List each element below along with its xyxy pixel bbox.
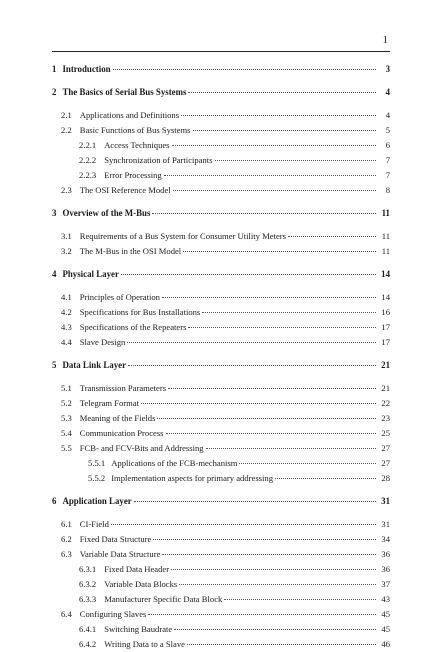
toc-entry-number: 5.4 [61,428,72,438]
toc-section-entry[interactable] [52,305,390,320]
toc-entry-title: The Basics of Serial Bus Systems [62,87,187,97]
toc-gap [52,282,390,290]
toc-entry-number: 6.3.2 [79,579,97,589]
toc-entry-page: 11 [381,231,390,241]
toc-entry-title: The OSI Reference Model [79,185,171,195]
toc-entry-title: Telegram Format [79,398,140,408]
toc-entry-title: Fixed Data Header [104,564,170,574]
toc-entry-page: 5 [385,125,390,135]
table-of-contents [52,62,390,652]
dot-leader [164,175,376,176]
toc-entry-title: Access Techniques [104,140,170,150]
dot-leader [152,213,376,214]
toc-entry-page: 36 [381,549,390,559]
toc-chapter-entry[interactable] [52,62,390,77]
toc-entry-title: Basic Functions of Bus Systems [79,125,191,135]
toc-entry-number: 5.2 [61,398,72,408]
toc-entry-title: CI-Field [79,519,109,529]
toc-entry-title: Variable Data Blocks [104,579,178,589]
toc-section-entry[interactable] [52,547,390,562]
toc-section-entry[interactable] [52,592,390,607]
toc-entry-number: 5.1 [61,383,72,393]
toc-entry-page: 17 [381,337,390,347]
toc-entry-title: Specifications for Bus Installations [79,307,201,317]
toc-gap [52,100,390,108]
dot-leader [141,403,376,404]
toc-entry-title: Introduction [62,64,111,74]
toc-entry-page: 21 [381,360,390,370]
toc-entry-number: 5.5 [61,443,72,453]
toc-entry-title: Implementation aspects for primary addressing [111,473,273,483]
toc-entry-number: 6.3.3 [79,594,97,604]
toc-section-entry[interactable] [52,441,390,456]
toc-entry-title: Synchronization of Participants [104,155,213,165]
toc-chapter-entry[interactable] [52,358,390,373]
dot-leader [179,584,376,585]
toc-section-entry[interactable] [52,577,390,592]
toc-entry-title: Data Link Layer [62,360,127,370]
toc-entry-page: 3 [385,64,390,74]
toc-entry-number: 2 [52,87,57,97]
dot-leader [206,448,376,449]
dot-leader [127,342,376,343]
toc-section-entry[interactable] [52,381,390,396]
toc-entry-page: 22 [381,398,390,408]
toc-entry-title: Meaning of the Fields [79,413,156,423]
toc-entry-title: FCB- and FCV-Bits and Addressing [79,443,204,453]
toc-entry-page: 8 [385,185,390,195]
toc-chapter-entry[interactable] [52,206,390,221]
toc-entry-title: Slave Design [79,337,126,347]
toc-entry-page: 31 [381,519,390,529]
toc-entry-title: Transmission Parameters [79,383,167,393]
toc-entry-number: 1 [52,64,57,74]
dot-leader [183,251,376,252]
toc-entry-page: 27 [381,458,390,468]
toc-entry-title: Specifications of the Repeaters [79,322,187,332]
toc-gap [52,198,390,206]
toc-entry-number: 2.3 [61,185,72,195]
toc-section-entry[interactable] [52,320,390,335]
toc-entry-number: 5.5.2 [88,473,106,483]
dot-leader [188,327,376,328]
toc-entry-number: 6.4.2 [79,639,97,649]
toc-entry-number: 3.2 [61,246,72,256]
toc-section-entry[interactable] [52,396,390,411]
toc-entry-number: 2.2.1 [79,140,97,150]
toc-gap [52,373,390,381]
dot-leader [288,236,376,237]
dot-leader [174,629,376,630]
dot-leader [187,644,376,645]
toc-gap [52,350,390,358]
dot-leader [162,297,376,298]
toc-chapter-entry[interactable] [52,267,390,282]
toc-entry-page: 45 [381,624,390,634]
toc-section-entry[interactable] [52,138,390,153]
dot-leader [157,418,376,419]
toc-entry-number: 6.1 [61,519,72,529]
toc-entry-title: Applications and Definitions [79,110,180,120]
toc-entry-title: Manufacturer Specific Data Block [104,594,223,604]
dot-leader [166,433,376,434]
toc-entry-page: 4 [385,110,390,120]
toc-entry-page: 7 [385,170,390,180]
toc-entry-title: Fixed Data Structure [79,534,152,544]
page-number: 1 [382,34,388,46]
toc-entry-title: Variable Data Structure [79,549,161,559]
toc-gap [52,259,390,267]
toc-entry-title: The M-Bus in the OSI Model [79,246,182,256]
toc-section-entry[interactable] [52,183,390,198]
toc-section-entry[interactable] [52,123,390,138]
toc-entry-number: 6.3.1 [79,564,97,574]
dot-leader [188,92,376,93]
toc-entry-number: 2.2 [61,125,72,135]
toc-entry-number: 6.4 [61,609,72,619]
toc-entry-number: 4.2 [61,307,72,317]
toc-entry-number: 2.2.2 [79,155,97,165]
toc-section-entry[interactable] [52,244,390,259]
toc-entry-number: 3 [52,208,57,218]
dot-leader [153,539,376,540]
dot-leader [181,115,376,116]
dot-leader [121,274,376,275]
toc-entry-title: Requirements of a Bus System for Consumer Utility Meters [79,231,286,241]
toc-section-entry[interactable] [52,456,390,471]
toc-entry-number: 6.3 [61,549,72,559]
toc-entry-number: 2.1 [61,110,72,120]
dot-leader [171,569,376,570]
toc-entry-title: Physical Layer [62,269,119,279]
toc-entry-number: 6.2 [61,534,72,544]
toc-section-entry[interactable] [52,562,390,577]
toc-entry-number: 6.4.1 [79,624,97,634]
toc-entry-title: Applications of the FCB-mechanism [111,458,238,468]
dot-leader [215,160,376,161]
toc-entry-page: 28 [381,473,390,483]
toc-section-entry[interactable] [52,622,390,637]
toc-entry-number: 3.1 [61,231,72,241]
toc-entry-number: 4.3 [61,322,72,332]
dot-leader [275,478,376,479]
dot-leader [168,388,376,389]
toc-entry-title: Error Processing [104,170,162,180]
toc-entry-page: 25 [381,428,390,438]
toc-entry-number: 6 [52,496,57,506]
toc-entry-number: 4.1 [61,292,72,302]
dot-leader [193,130,376,131]
dot-leader [172,145,376,146]
dot-leader [239,463,376,464]
toc-section-entry[interactable] [52,637,390,652]
toc-gap [52,221,390,229]
dot-leader [134,501,376,502]
toc-entry-title: Overview of the M-Bus [62,208,151,218]
toc-entry-page: 11 [381,208,390,218]
toc-entry-number: 4 [52,269,57,279]
toc-entry-number: 5.3 [61,413,72,423]
toc-entry-title: Writing Data to a Slave [104,639,185,649]
toc-entry-page: 43 [381,594,390,604]
dot-leader [128,365,376,366]
toc-entry-page: 21 [381,383,390,393]
toc-entry-page: 11 [381,246,390,256]
toc-entry-page: 6 [385,140,390,150]
toc-gap [52,486,390,494]
dot-leader [173,190,376,191]
toc-entry-number: 5.5.1 [88,458,106,468]
toc-entry-page: 46 [381,639,390,649]
toc-entry-page: 7 [385,155,390,165]
toc-section-entry[interactable] [52,532,390,547]
toc-entry-page: 36 [381,564,390,574]
toc-entry-page: 16 [381,307,390,317]
toc-entry-page: 45 [381,609,390,619]
toc-entry-number: 2.2.3 [79,170,97,180]
toc-entry-number: 5 [52,360,57,370]
toc-entry-page: 14 [381,292,390,302]
dot-leader [111,524,376,525]
dot-leader [202,312,376,313]
toc-entry-number: 4.4 [61,337,72,347]
toc-chapter-entry[interactable] [52,494,390,509]
toc-entry-page: 14 [381,269,390,279]
toc-entry-page: 31 [381,496,390,506]
toc-entry-title: Principles of Operation [79,292,160,302]
header-rule [52,51,390,52]
toc-section-entry[interactable] [52,335,390,350]
toc-section-entry[interactable] [52,411,390,426]
toc-entry-page: 37 [381,579,390,589]
toc-gap [52,77,390,85]
toc-section-entry[interactable] [52,471,390,486]
toc-entry-title: Configuring Slaves [79,609,147,619]
toc-section-entry[interactable] [52,108,390,123]
toc-section-entry[interactable] [52,290,390,305]
toc-section-entry[interactable] [52,153,390,168]
toc-entry-page: 17 [381,322,390,332]
toc-section-entry[interactable] [52,168,390,183]
toc-gap [52,509,390,517]
dot-leader [113,69,376,70]
toc-chapter-entry[interactable] [52,85,390,100]
dot-leader [224,599,376,600]
toc-entry-page: 34 [381,534,390,544]
toc-section-entry[interactable] [52,426,390,441]
dot-leader [148,614,376,615]
toc-entry-title: Communication Process [79,428,164,438]
toc-entry-page: 27 [381,443,390,453]
toc-entry-page: 23 [381,413,390,423]
toc-section-entry[interactable] [52,229,390,244]
toc-section-entry[interactable] [52,517,390,532]
toc-entry-page: 4 [385,87,390,97]
toc-entry-title: Application Layer [62,496,132,506]
toc-entry-title: Switching Baudrate [104,624,173,634]
dot-leader [162,554,376,555]
